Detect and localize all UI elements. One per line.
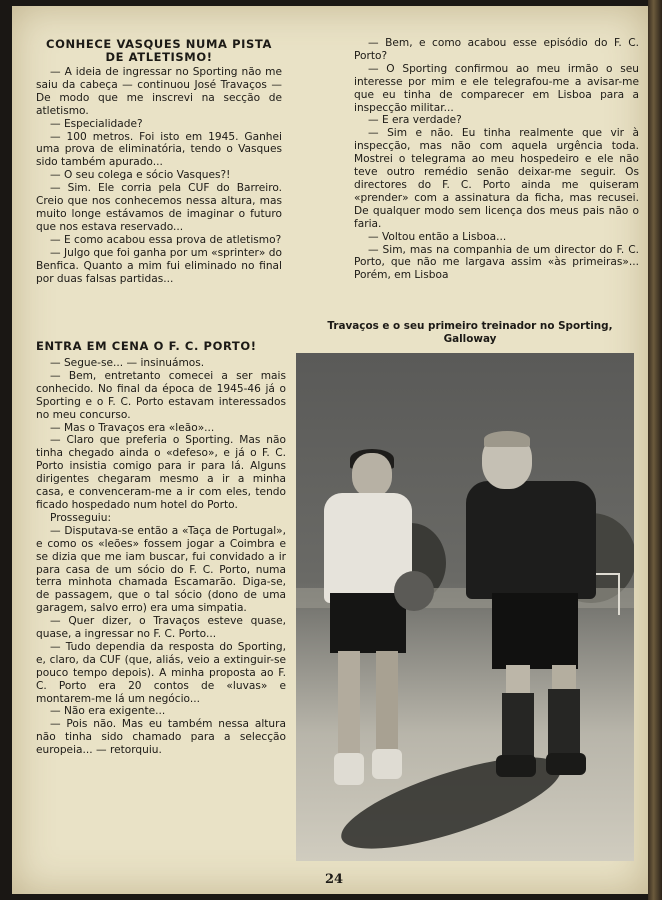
player-sock	[372, 749, 402, 779]
player-sock	[334, 753, 364, 785]
player-shorts	[330, 593, 406, 653]
football	[394, 571, 434, 611]
paragraph: — Pois não. Mas eu também nessa altura não tinha sido chamado para a selecção europeia... — retorquiu.	[36, 718, 286, 757]
paragraph: — E era verdade?	[368, 114, 462, 127]
paragraph: — Julgo que foi ganha por um «sprinter» do Benfica. Quanto a mim fui eliminado no final por duas falsas partidas...	[36, 246, 282, 285]
coach-sock	[548, 689, 580, 761]
left-column-top	[36, 38, 282, 285]
section-heading-porto: ENTRA EM CENA O F. C. PORTO!	[36, 339, 257, 353]
photograph-travacos-galloway	[296, 353, 634, 861]
paragraph: — Bem, entretanto comecei a ser mais conhecido. No final da época de 1945-46 já o Sporting e o F. C. Porto estavam interessados no meu concurso.	[36, 369, 286, 421]
coach-sock	[502, 693, 534, 763]
paragraph: Prosseguiu:	[50, 511, 112, 524]
paragraph: — Sim, mas na companhia de um director do F. C. Porto, que não me largava assim «às primeiras»... Porém, em Lisboa	[354, 243, 639, 282]
left-column-bottom	[36, 340, 286, 757]
page-edge	[648, 0, 662, 900]
player-head	[352, 453, 392, 497]
paragraph: — E como acabou essa prova de atletismo?	[50, 233, 282, 246]
paragraph: — Sim e não. Eu tinha realmente que vir à inspecção, mas não com aquela urgência toda. Mostrei o telegrama ao meu hospedeiro e ele não teve outro remédio senão deixar-me seguir. Os directores do F. C. Porto ainda me quiseram «prender» com a assinatura da ficha, mas recusei. De qualquer modo sem licença dos meus pais não o faria.	[354, 127, 639, 230]
coach-jersey	[466, 481, 596, 599]
paragraph: — Disputava-se então a «Taça de Portugal», e como os «leões» fossem jogar a Coimbra e se dizia que me iam buscar, fui convidado a ir para casa de um sócio do F. C. Porto, numa terra minhota chamada Escamarão. Diga-se, de passagem, que o tal sócio (dono de uma garagem, salvo erro) era uma simpatia.	[36, 524, 286, 615]
paragraph: — Claro que preferia o Sporting. Mas não tinha chegado ainda o «defeso», e já o F. C. Porto insistia comigo para ir para lá. Alguns dirigentes chegaram mesmo a ir a minha casa, e convenceram-me a ir com eles, tendo ficado hospedado num hotel do Porto.	[36, 434, 286, 511]
paragraph: — Sim. Ele corria pela CUF do Barreiro. Creio que nos conhecemos nessa altura, mas muito longe estávamos de imaginar o futuro que nos estava reservado...	[36, 182, 282, 233]
paragraph: — Segue-se... — insinuámos.	[50, 357, 205, 369]
paragraph: — O Sporting confirmou ao meu irmão o seu interesse por mim e ele telegrafou-me a avisar-me que eu tinha de comparecer em Lisboa para a inspecção militar...	[354, 62, 639, 114]
paragraph: — Não era exigente...	[50, 705, 166, 718]
paragraph: — Mas o Travaços era «leão»...	[50, 421, 215, 434]
coach-hair	[484, 431, 530, 447]
paragraph: — Quer dizer, o Travaços esteve quase, quase, a ingressar no F. C. Porto...	[36, 615, 286, 641]
photo-caption: Travaços e o seu primeiro treinador no Sporting, Galloway	[327, 320, 613, 345]
coach-boot	[546, 753, 586, 775]
page-number: 24	[325, 872, 344, 887]
coach-boot	[496, 755, 536, 777]
paragraph: — Tudo dependia da resposta do Sporting, e, claro, da CUF (que, aliás, veio a extinguir-se pouco tempo depois). A minha proposta ao F. C. Porto era 20 contos de «luvas» e montarem-me lá um negócio...	[36, 640, 286, 705]
paragraph: — Voltou então a Lisboa...	[368, 230, 507, 243]
paragraph: — O seu colega e sócio Vasques?!	[50, 169, 231, 182]
coach-shorts	[492, 593, 578, 669]
paragraph: — A ideia de ingressar no Sporting não me saiu da cabeça — continuou José Travaços — De modo que me inscrevi na secção de atletismo.	[36, 66, 282, 117]
paragraph: — Bem, e como acabou esse episódio do F. C. Porto?	[354, 37, 639, 62]
right-column-top	[354, 37, 639, 282]
section-heading-vasques: CONHECE VASQUES NUMA PISTA DE ATLETISMO!	[46, 37, 272, 64]
paragraph: — 100 metros. Foi isto em 1945. Ganhei uma prova de eliminatória, tendo o Vasques sido também apurado...	[36, 130, 282, 169]
paragraph: — Especialidade?	[50, 117, 143, 130]
